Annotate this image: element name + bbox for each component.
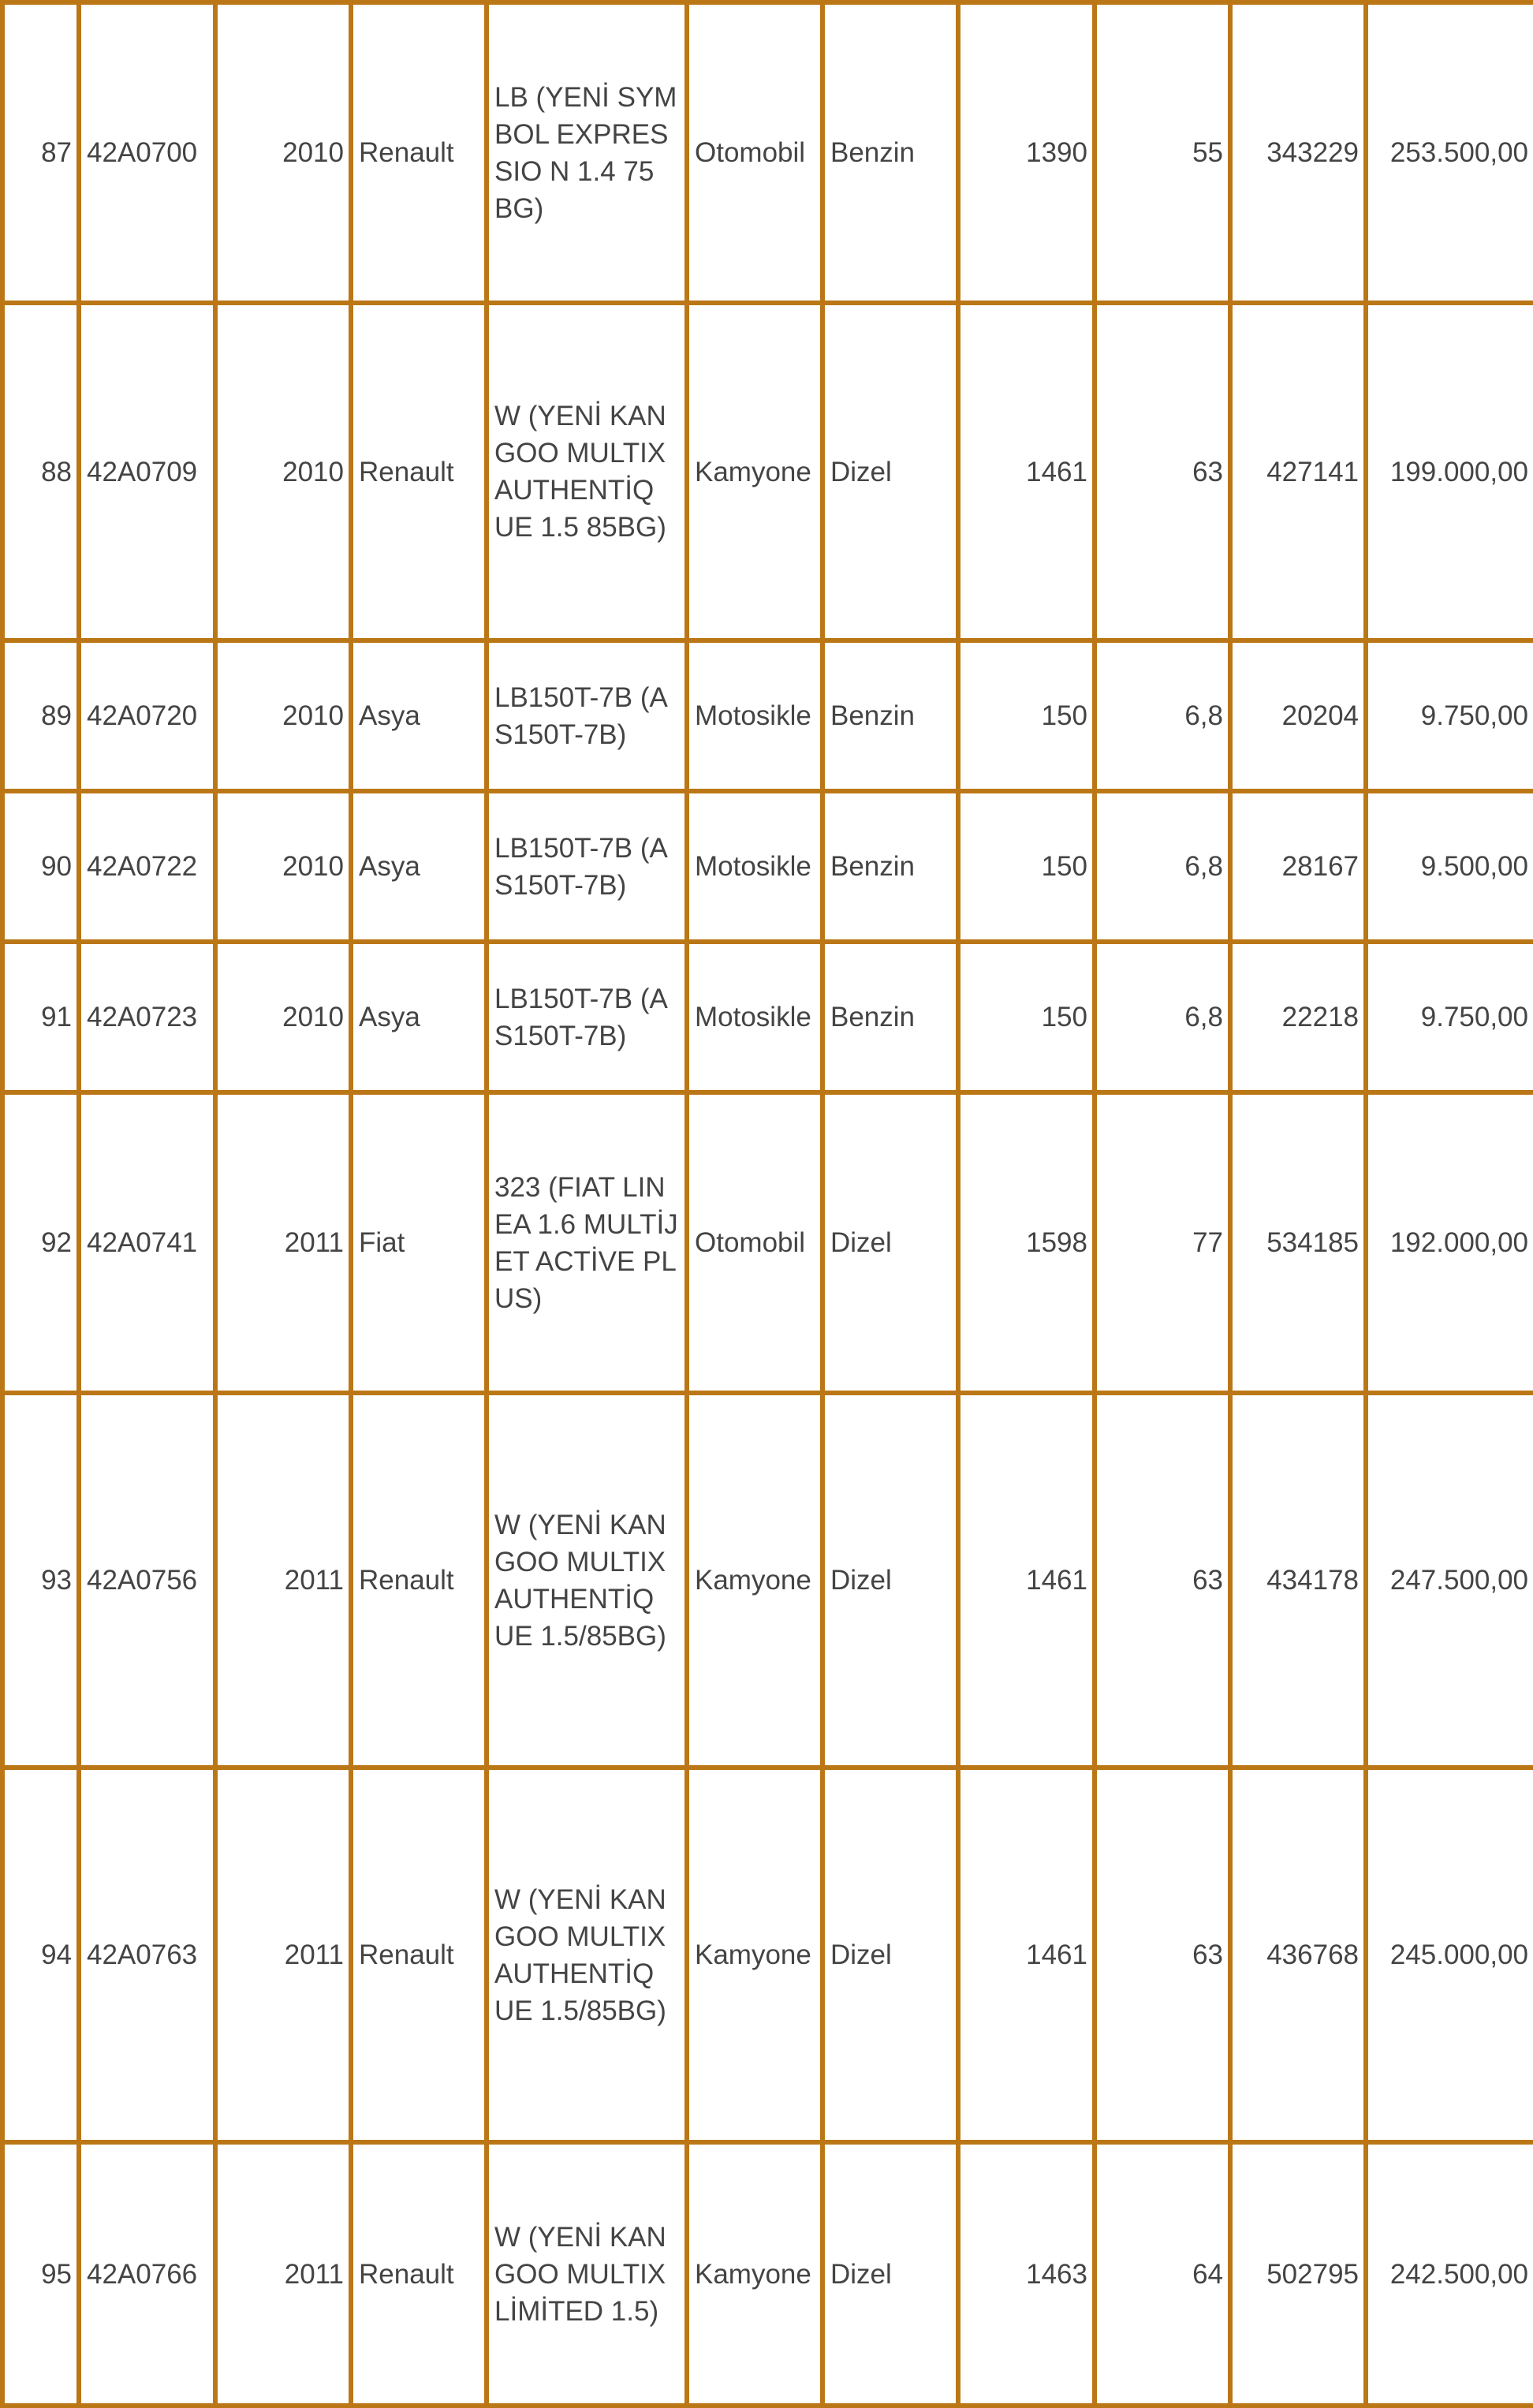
- cell-mileage: 20204: [1230, 640, 1366, 791]
- cell-engine-cc: 1461: [958, 1768, 1095, 2142]
- cell-power-kw: 63: [1095, 1768, 1230, 2142]
- cell-power-kw: 63: [1095, 1393, 1230, 1768]
- cell-vehicle-type: Motosikle: [687, 791, 822, 942]
- cell-price: 253.500,00: [1366, 2, 1533, 303]
- cell-fuel: Dizel: [822, 1393, 958, 1768]
- table-row: [2, 1393, 1533, 1768]
- cell-price: 242.500,00: [1366, 2142, 1533, 2406]
- cell-price: 9.750,00: [1366, 942, 1533, 1092]
- cell-vehicle-type: Kamyone: [687, 303, 822, 640]
- cell-engine-cc: 150: [958, 640, 1095, 791]
- cell-model: W (YENİ KANGOO MULTIX AUTHENTİQ UE 1.5 85BG): [487, 303, 687, 640]
- cell-brand: Asya: [351, 640, 487, 791]
- table-row: [2, 2142, 1533, 2406]
- cell-price: 9.750,00: [1366, 640, 1533, 791]
- cell-vehicle-type: Kamyone: [687, 1393, 822, 1768]
- cell-mileage: 534185: [1230, 1092, 1366, 1393]
- cell-fuel: Benzin: [822, 2, 958, 303]
- cell-engine-cc: 1463: [958, 2142, 1095, 2406]
- cell-power-kw: 64: [1095, 2142, 1230, 2406]
- cell-brand: Renault: [351, 2, 487, 303]
- cell-mileage: 434178: [1230, 1393, 1366, 1768]
- cell-plate: 42A0720: [79, 640, 215, 791]
- table-row: [2, 2, 1533, 303]
- table-row: [2, 942, 1533, 1092]
- cell-row-number: 89: [2, 640, 79, 791]
- cell-vehicle-type: Otomobil: [687, 2, 822, 303]
- cell-year: 2011: [215, 1092, 351, 1393]
- cell-brand: Renault: [351, 1768, 487, 2142]
- cell-power-kw: 6,8: [1095, 942, 1230, 1092]
- cell-vehicle-type: Kamyone: [687, 1768, 822, 2142]
- cell-mileage: 436768: [1230, 1768, 1366, 2142]
- cell-price: 245.000,00: [1366, 1768, 1533, 2142]
- cell-model: W (YENİ KANGOO MULTIX AUTHENTİQ UE 1.5/85BG): [487, 1768, 687, 2142]
- cell-price: 9.500,00: [1366, 791, 1533, 942]
- cell-model: 323 (FIAT LINEA 1.6 MULTİJET ACTİVE PLUS): [487, 1092, 687, 1393]
- cell-price: 199.000,00: [1366, 303, 1533, 640]
- cell-model: W (YENİ KANGOO MULTIX AUTHENTİQ UE 1.5/85BG): [487, 1393, 687, 1768]
- table-body: [2, 2, 1533, 2406]
- cell-plate: 42A0741: [79, 1092, 215, 1393]
- cell-year: 2011: [215, 2142, 351, 2406]
- table-row: [2, 791, 1533, 942]
- cell-row-number: 91: [2, 942, 79, 1092]
- table-row: [2, 1092, 1533, 1393]
- cell-power-kw: 6,8: [1095, 640, 1230, 791]
- cell-vehicle-type: Kamyone: [687, 2142, 822, 2406]
- cell-engine-cc: 150: [958, 942, 1095, 1092]
- cell-fuel: Dizel: [822, 2142, 958, 2406]
- cell-year: 2010: [215, 942, 351, 1092]
- cell-year: 2010: [215, 791, 351, 942]
- cell-brand: Renault: [351, 303, 487, 640]
- cell-model: LB150T-7B (AS150T-7B): [487, 791, 687, 942]
- cell-brand: Renault: [351, 1393, 487, 1768]
- cell-mileage: 427141: [1230, 303, 1366, 640]
- cell-plate: 42A0722: [79, 791, 215, 942]
- cell-year: 2010: [215, 303, 351, 640]
- cell-vehicle-type: Otomobil: [687, 1092, 822, 1393]
- cell-price: 192.000,00: [1366, 1092, 1533, 1393]
- table-row: [2, 640, 1533, 791]
- cell-brand: Asya: [351, 942, 487, 1092]
- cell-year: 2010: [215, 640, 351, 791]
- cell-row-number: 92: [2, 1092, 79, 1393]
- cell-fuel: Dizel: [822, 1768, 958, 2142]
- cell-plate: 42A0756: [79, 1393, 215, 1768]
- cell-power-kw: 77: [1095, 1092, 1230, 1393]
- cell-engine-cc: 1461: [958, 303, 1095, 640]
- cell-plate: 42A0709: [79, 303, 215, 640]
- cell-brand: Renault: [351, 2142, 487, 2406]
- cell-engine-cc: 1390: [958, 2, 1095, 303]
- cell-fuel: Dizel: [822, 303, 958, 640]
- table-row: [2, 1768, 1533, 2142]
- cell-plate: 42A0763: [79, 1768, 215, 2142]
- cell-fuel: Benzin: [822, 942, 958, 1092]
- cell-year: 2010: [215, 2, 351, 303]
- cell-row-number: 95: [2, 2142, 79, 2406]
- cell-row-number: 90: [2, 791, 79, 942]
- cell-brand: Asya: [351, 791, 487, 942]
- cell-model: W (YENİ KANGOO MULTIX LİMİTED 1.5): [487, 2142, 687, 2406]
- cell-model: LB150T-7B (AS150T-7B): [487, 640, 687, 791]
- cell-year: 2011: [215, 1393, 351, 1768]
- cell-vehicle-type: Motosikle: [687, 942, 822, 1092]
- cell-row-number: 93: [2, 1393, 79, 1768]
- cell-engine-cc: 1461: [958, 1393, 1095, 1768]
- cell-vehicle-type: Motosikle: [687, 640, 822, 791]
- cell-engine-cc: 1598: [958, 1092, 1095, 1393]
- cell-fuel: Benzin: [822, 640, 958, 791]
- cell-engine-cc: 150: [958, 791, 1095, 942]
- cell-fuel: Benzin: [822, 791, 958, 942]
- cell-plate: 42A0700: [79, 2, 215, 303]
- cell-fuel: Dizel: [822, 1092, 958, 1393]
- cell-power-kw: 63: [1095, 303, 1230, 640]
- cell-price: 247.500,00: [1366, 1393, 1533, 1768]
- cell-row-number: 94: [2, 1768, 79, 2142]
- cell-mileage: 502795: [1230, 2142, 1366, 2406]
- cell-model: LB150T-7B (AS150T-7B): [487, 942, 687, 1092]
- cell-power-kw: 6,8: [1095, 791, 1230, 942]
- cell-row-number: 88: [2, 303, 79, 640]
- table-row: [2, 303, 1533, 640]
- cell-mileage: 22218: [1230, 942, 1366, 1092]
- cell-model: LB (YENİ SYMBOL EXPRESSIO N 1.4 75 BG): [487, 2, 687, 303]
- cell-brand: Fiat: [351, 1092, 487, 1393]
- cell-mileage: 28167: [1230, 791, 1366, 942]
- cell-mileage: 343229: [1230, 2, 1366, 303]
- cell-power-kw: 55: [1095, 2, 1230, 303]
- cell-row-number: 87: [2, 2, 79, 303]
- cell-year: 2011: [215, 1768, 351, 2142]
- cell-plate: 42A0766: [79, 2142, 215, 2406]
- cell-plate: 42A0723: [79, 942, 215, 1092]
